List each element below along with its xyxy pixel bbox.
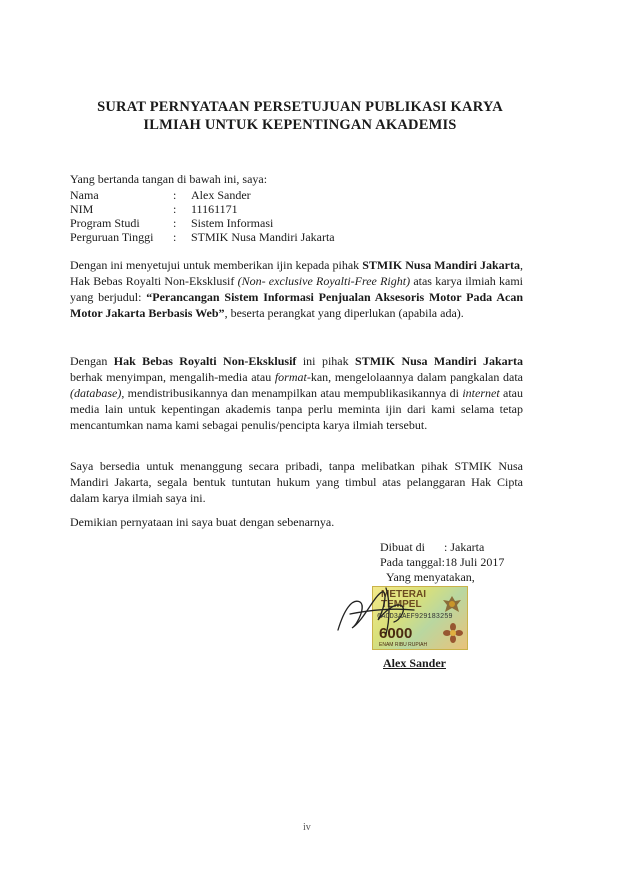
identity-value: 11161171: [191, 202, 238, 216]
text-run: -kan, mengelolaannya dalam pangkalan data: [306, 370, 524, 384]
paragraph-liability: Saya bersedia untuk menanggung secara pribadi, tanpa melibatkan pihak STMIK Nusa Mandiri Jakarta, segala bentuk tuntutan hukum yang timbul atas pelanggaran Hak Cipta dalam karya ilmiah saya ini.: [70, 459, 523, 505]
text-run: berhak menyimpan, mengalih-media atau: [70, 370, 275, 384]
stamp-serial: 6ACD3AAEF929183259: [377, 613, 453, 621]
stamp-line-2: TEMPEL: [381, 599, 422, 610]
institution-name: STMIK Nusa Mandiri Jakarta: [355, 354, 523, 368]
identity-row-institution: [70, 230, 335, 244]
signature-block: [380, 540, 504, 585]
made-at-label: Dibuat di: [380, 540, 425, 554]
text-run: , beserta perangkat yang diperlukan (apabila ada).: [224, 306, 464, 320]
license-name: Hak Bebas Royalti Non-Eksklusif: [113, 354, 297, 368]
identity-separator: :: [173, 202, 177, 216]
identity-label: Program Studi: [70, 216, 140, 230]
paragraph-closing: Demikian pernyataan ini saya buat dengan sebenarnya.: [70, 515, 335, 529]
garuda-emblem-icon: [441, 593, 463, 615]
stated-by: Yang menyatakan,: [386, 570, 475, 584]
text-run: , Hak Bebas Royalti Non-Eksklusif: [70, 258, 523, 288]
identity-separator: :: [173, 188, 177, 202]
date-label: Pada tanggal:: [380, 555, 445, 569]
identity-value: STMIK Nusa Mandiri Jakarta: [191, 230, 335, 244]
text-run: atas karya ilmiah kami yang berjudul:: [70, 274, 523, 304]
paragraph-consent: [70, 257, 523, 321]
text-run: ini pihak: [296, 354, 356, 368]
stamp-line-1: METERAI: [381, 589, 426, 600]
identity-separator: :: [173, 230, 177, 244]
document-title: [60, 98, 540, 134]
made-at-row: [380, 540, 504, 555]
identity-row-program: [70, 216, 335, 230]
identity-table: [70, 188, 335, 244]
identity-separator: :: [173, 216, 177, 230]
text-run: Dengan ini menyetujui untuk memberikan ijin kepada pihak: [70, 258, 363, 272]
made-at-value: : Jakarta: [444, 540, 485, 554]
paragraph-rights: [70, 353, 523, 433]
stamp-amount-text: ENAM RIBU RUPIAH: [379, 642, 428, 648]
italic-term: format: [274, 370, 307, 384]
license-term: (Non- exclusive Royalti-Free Right): [237, 274, 411, 288]
stamp-ornament-icon: [443, 623, 463, 643]
date-row: [380, 555, 504, 570]
text-run: Dengan: [70, 354, 114, 368]
thesis-title: “Perancangan Sistem Informasi Penjualan Aksesoris Motor Pada Acan Motor Jakarta Berbasis Web”: [70, 290, 523, 320]
identity-label: NIM: [70, 202, 94, 216]
identity-value: Sistem Informasi: [191, 216, 274, 230]
identity-label: Nama: [70, 188, 99, 202]
italic-term: (database): [70, 386, 122, 400]
identity-row-name: [70, 188, 335, 202]
intro-text: Yang bertanda tangan di bawah ini, saya:: [70, 172, 268, 186]
identity-value: Alex Sander: [191, 188, 251, 202]
identity-label: Perguruan Tinggi: [70, 230, 154, 244]
text-run: atau media lain untuk kepentingan akademis tanpa perlu meminta ijin dari kami selama tetap mencantumkan nama kami sebagai penulis/pencipta karya ilmiah tersebut.: [70, 386, 523, 432]
signer-name: Alex Sander: [383, 656, 446, 670]
handwritten-signature: [330, 580, 420, 640]
institution-name: STMIK Nusa Mandiri Jakarta: [362, 258, 520, 272]
date-value: 18 Juli 2017: [444, 555, 505, 569]
text-run: , mendistribusikannya dan menampilkan atau mempublikasikannya di: [121, 386, 463, 400]
page-number: iv: [303, 822, 311, 833]
italic-term: internet: [462, 386, 500, 400]
title-line-2: ILMIAH UNTUK KEPENTINGAN AKADEMIS: [143, 117, 457, 133]
identity-row-nim: [70, 202, 335, 216]
stamp-amount: 6000: [379, 625, 413, 642]
title-line-1: SURAT PERNYATAAN PERSETUJUAN PUBLIKASI KARYA: [97, 99, 503, 115]
